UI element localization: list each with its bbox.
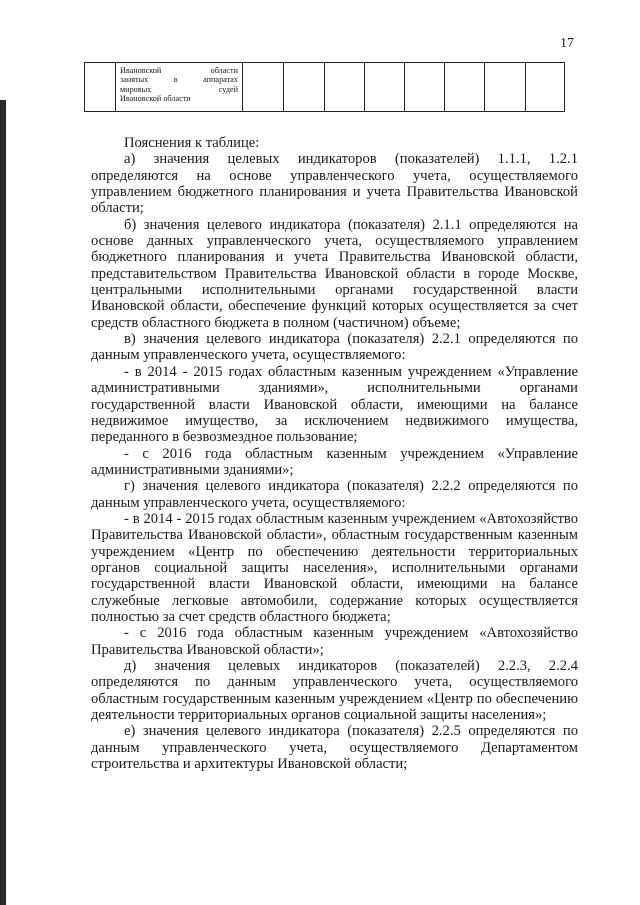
note-paragraph: а) значения целевых индикаторов (показателей) 1.1.1, 1.2.1 определяются на основе управленческого учета, осуществляемого управлением бюджетного планирования и учета Правительства Ивановской области; [91, 151, 578, 217]
table-cell-indicator [116, 63, 243, 112]
note-paragraph: г) значения целевого индикатора (показателя) 2.2.2 определяются по данным управленческого учета, осуществляемого: [91, 478, 578, 511]
note-paragraph: б) значения целевого индикатора (показателя) 2.1.1 определяются на основе данных управленческого учета, осуществляемого управлением бюджетного планирования и учета Правительства Ивановской области, представительством Правительства Ивановской области в городе Москве, центральными исполнительными органами государственной власти Ивановской области, обеспечение функций которых осуществляется за счет средств областного бюджета в полном (частичном) объеме; [91, 216, 578, 331]
table-cell [365, 63, 405, 112]
cell-text-line: мировых судей [120, 84, 238, 94]
note-paragraph: е) значения целевого индикатора (показателя) 2.2.5 определяются по данным управленческого учета, осуществляемого Департаментом строительства и архитектуры Ивановской области; [91, 723, 578, 773]
cell-text-line: Ивановской области [120, 66, 238, 75]
cell-text-line: Ивановской области [120, 94, 191, 104]
cell-text-line: занятых в аппаратах [120, 75, 238, 85]
notes-heading: Пояснения к таблице: [124, 135, 260, 151]
table-cell [445, 63, 485, 112]
table-cell [485, 63, 526, 112]
notes-body [91, 135, 578, 772]
note-paragraph: - в 2014 - 2015 годах областным казенным учреждением «Управление административными зданиями», исполнительными органами государственной власти Ивановской области, имеющими на балансе недвижимое имущество, за исключением недвижимого имущества, переданного в безвозмездное пользование; [91, 363, 578, 446]
page-number: 17 [560, 36, 574, 51]
note-paragraph: д) значения целевых индикаторов (показателей) 2.2.3, 2.2.4 определяются по данным управленческого учета, осуществляемого областным государственным казенным учреждением «Центр по обеспечению деятельности территориальных органов социальной защиты населения»; [91, 658, 578, 724]
table-row [85, 63, 565, 112]
continued-table [84, 62, 565, 112]
note-paragraph: в) значения целевого индикатора (показателя) 2.2.1 определяются по данным управленческого учета, осуществляемого: [91, 331, 578, 364]
table-cell [526, 63, 565, 112]
table-cell [85, 63, 116, 112]
table-cell [405, 63, 445, 112]
note-paragraph: - в 2014 - 2015 годах областным казенным учреждением «Автохозяйство Правительства Ивановской области», областным государственным казенным учреждением «Центр по обеспечению деятельности территориальных органов социальной защиты населения», исполнительными органами государственной власти Ивановской области, имеющими на балансе служебные легковые автомобили, содержание которых осуществляется полностью за счет средств областного бюджета; [91, 510, 578, 625]
table-cell [325, 63, 365, 112]
note-paragraph: - с 2016 года областным казенным учреждением «Автохозяйство Правительства Ивановской области»; [91, 625, 578, 658]
table-cell [243, 63, 284, 112]
scan-edge-bar [0, 100, 6, 905]
note-paragraph: - с 2016 года областным казенным учреждением «Управление административными зданиями»; [91, 445, 578, 478]
table-cell [284, 63, 325, 112]
